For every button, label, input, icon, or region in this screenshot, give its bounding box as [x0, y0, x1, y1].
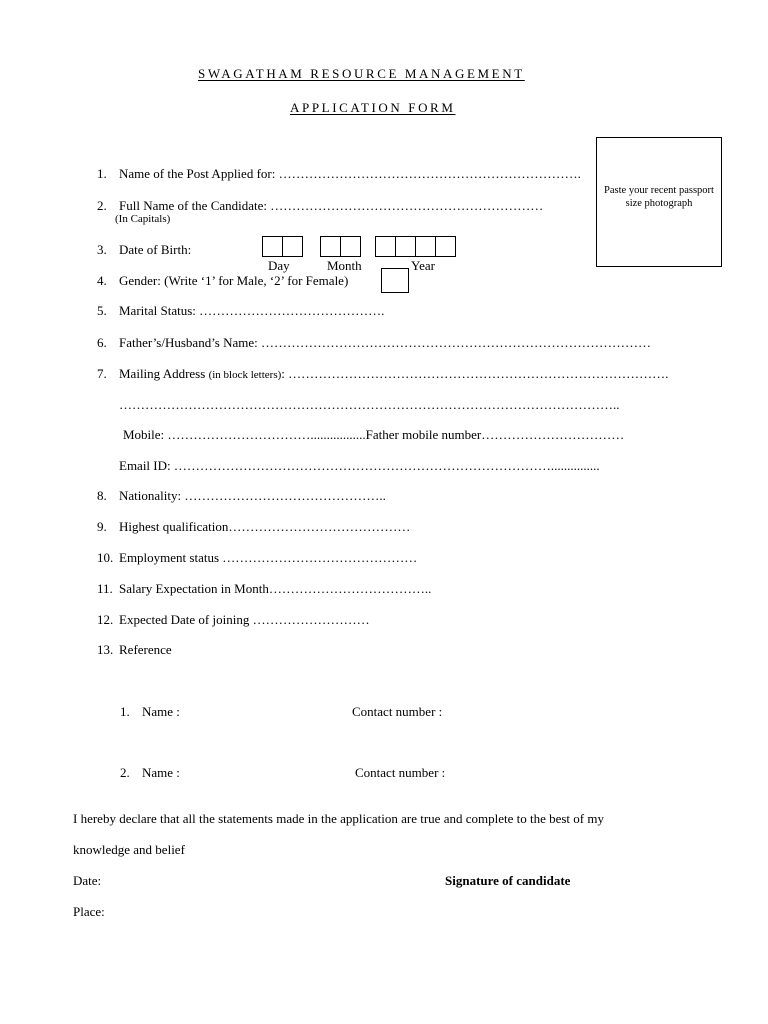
full-name-row[interactable] — [119, 199, 543, 212]
dob-label: Date of Birth: — [119, 242, 192, 257]
reference-1-name-label[interactable]: Name : — [142, 704, 180, 719]
nationality-row[interactable] — [119, 489, 386, 502]
salary-label: Salary Expectation in Month — [119, 581, 269, 596]
dob-day-cell[interactable] — [282, 236, 303, 257]
field-num-gender: 4. — [97, 273, 107, 288]
father-mobile-label: Father mobile number — [365, 427, 482, 442]
salary-dots: ……………………………….. — [268, 581, 432, 596]
father-row[interactable] — [119, 336, 651, 349]
joining-row[interactable] — [119, 613, 370, 626]
nationality-dots: ……………………………………….. — [184, 488, 386, 503]
employment-row[interactable] — [119, 551, 417, 564]
field-num-salary: 11. — [97, 581, 113, 596]
mobile-dots: ……………………………................. — [167, 427, 366, 442]
marital-label: Marital Status: — [119, 303, 196, 318]
post-dots: ……………………………………………………………. — [278, 166, 581, 181]
reference-2-name-label[interactable]: Name : — [142, 765, 180, 780]
address-dots: : ……………………………………………………………………………. — [281, 366, 669, 381]
field-num-father: 6. — [97, 335, 107, 350]
declaration-line-1: I hereby declare that all the statements made in the application are true and complete to the best of my — [73, 811, 604, 826]
gender-box[interactable] — [381, 268, 409, 293]
email-dots: ……………………………………………………………………………............... — [173, 458, 600, 473]
marital-row[interactable] — [119, 304, 384, 317]
email-label: Email ID: — [119, 458, 171, 473]
nationality-label: Nationality: — [119, 488, 182, 503]
reference-1-num: 1. — [120, 704, 130, 719]
post-row[interactable] — [119, 167, 581, 180]
photo-instructions: Paste your recent passport size photograph — [604, 185, 714, 209]
joining-label: Expected Date of joining — [119, 612, 250, 627]
field-num-joining: 12. — [97, 612, 114, 627]
signature-label[interactable]: Signature of candidate — [445, 873, 571, 888]
qualification-label: Highest qualification — [119, 519, 229, 534]
field-num-full-name: 2. — [97, 198, 107, 213]
dob-year-boxes[interactable] — [375, 236, 456, 257]
address-label: Mailing Address — [119, 366, 206, 381]
dob-year-cell[interactable] — [375, 236, 396, 257]
qualification-row[interactable] — [119, 520, 410, 533]
dob-day-boxes[interactable] — [262, 236, 303, 257]
post-label: Name of the Post Applied for: — [119, 166, 276, 181]
dob-year-cell[interactable] — [415, 236, 436, 257]
dob-year-cell[interactable] — [395, 236, 416, 257]
dob-month-boxes[interactable] — [320, 236, 361, 257]
form-title: APPLICATION FORM — [290, 100, 456, 115]
photo-box[interactable] — [596, 137, 722, 267]
address-line-2[interactable]: …………………………………………………………………………………………………….. — [119, 397, 620, 412]
field-num-post: 1. — [97, 166, 107, 181]
father-label: Father’s/Husband’s Name: — [119, 335, 258, 350]
dob-month-caption: Month — [327, 258, 362, 273]
field-num-marital: 5. — [97, 303, 107, 318]
address-note: (in block letters) — [208, 369, 282, 381]
father-mobile-dots: …………………………… — [481, 427, 625, 442]
field-num-employment: 10. — [97, 550, 114, 565]
salary-row[interactable] — [119, 582, 431, 595]
dob-day-caption: Day — [268, 258, 290, 273]
field-num-dob: 3. — [97, 242, 107, 257]
reference-2-num: 2. — [120, 765, 130, 780]
dob-year-cell[interactable] — [435, 236, 456, 257]
address-row[interactable] — [119, 367, 668, 381]
reference-1-contact-label[interactable]: Contact number : — [352, 704, 443, 719]
employment-dots: ……………………………………… — [222, 550, 418, 565]
place-label[interactable]: Place: — [73, 904, 105, 919]
joining-dots: ……………………… — [252, 612, 370, 627]
field-num-nationality: 8. — [97, 488, 107, 503]
full-name-label: Full Name of the Candidate: — [119, 198, 268, 213]
company-title: SWAGATHAM RESOURCE MANAGEMENT — [198, 66, 525, 81]
employment-label: Employment status — [119, 550, 220, 565]
dob-day-cell[interactable] — [262, 236, 283, 257]
mobile-row[interactable] — [123, 428, 624, 441]
full-name-dots: ……………………………………………………… — [270, 198, 544, 213]
dob-month-cell[interactable] — [340, 236, 361, 257]
marital-dots: ……………………………………. — [199, 303, 385, 318]
full-name-note: (In Capitals) — [115, 213, 171, 225]
declaration-line-2: knowledge and belief — [73, 842, 185, 857]
father-dots: ……………………………………………………………………………… — [261, 335, 652, 350]
field-num-reference: 13. — [97, 642, 114, 657]
reference-2-contact-label[interactable]: Contact number : — [355, 765, 446, 780]
reference-label: Reference — [119, 642, 172, 657]
email-row[interactable] — [119, 459, 600, 472]
mobile-label: Mobile: — [123, 427, 165, 442]
dob-year-caption: Year — [411, 258, 435, 273]
date-label[interactable]: Date: — [73, 873, 102, 888]
field-num-address: 7. — [97, 366, 107, 381]
dob-month-cell[interactable] — [320, 236, 341, 257]
gender-label: Gender: (Write ‘1’ for Male, ‘2’ for Female) — [119, 273, 349, 288]
field-num-qualification: 9. — [97, 519, 107, 534]
qualification-dots: …………………………………… — [228, 519, 411, 534]
